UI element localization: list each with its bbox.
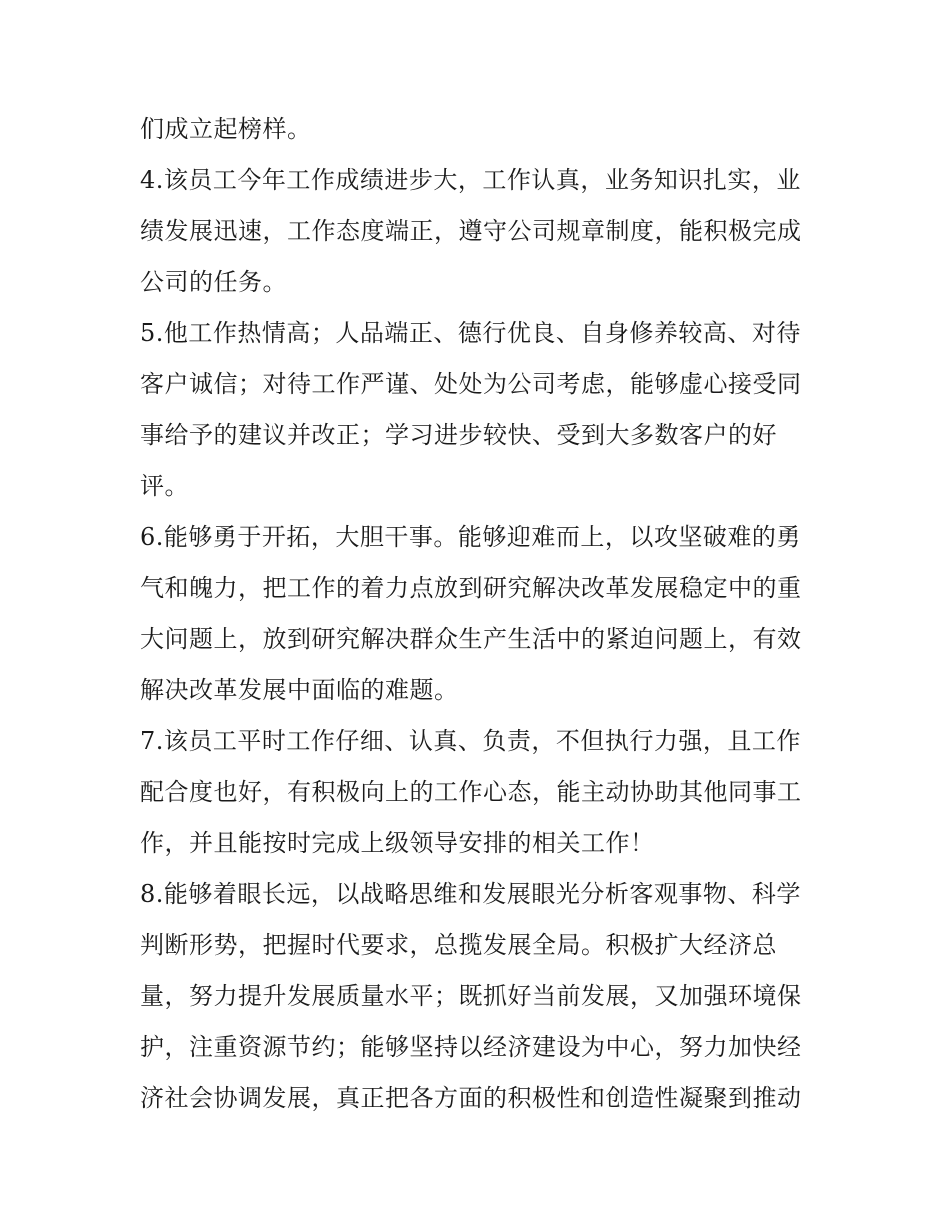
text-line: 配合度也好，有积极向上的工作心态，能主动协助其他同事工 [140, 778, 802, 806]
text-line: 评。 [140, 472, 189, 500]
text-line: 气和魄力，把工作的着力点放到研究解决改革发展稳定中的重 [140, 574, 802, 602]
text-line: 4.该员工今年工作成绩进步大，工作认真，业务知识扎实，业 [140, 166, 801, 194]
text-line: 6.能够勇于开拓，大胆干事。能够迎难而上，以攻坚破难的勇 [140, 523, 801, 551]
text-line: 判断形势，把握时代要求，总揽发展全局。积极扩大经济总 [140, 931, 777, 959]
text-line: 事给予的建议并改正；学习进步较快、受到大多数客户的好 [140, 421, 777, 449]
text-line: 济社会协调发展，真正把各方面的积极性和创造性凝聚到推动 [140, 1084, 802, 1112]
text-line: 客户诚信；对待工作严谨、处处为公司考虑，能够虚心接受同 [140, 370, 802, 398]
text-line: 解决改革发展中面临的难题。 [140, 676, 459, 704]
text-line: 大问题上，放到研究解决群众生产生活中的紧迫问题上，有效 [140, 625, 802, 653]
text-line: 护，注重资源节约；能够坚持以经济建设为中心，努力加快经 [140, 1033, 802, 1061]
text-line: 5.他工作热情高；人品端正、德行优良、自身修养较高、对待 [140, 319, 801, 347]
text-line: 7.该员工平时工作仔细、认真、负责，不但执行力强，且工作 [140, 727, 801, 755]
text-line: 公司的任务。 [140, 268, 287, 296]
text-line: 作，并且能按时完成上级领导安排的相关工作！ [140, 829, 655, 857]
text-line: 们成立起榜样。 [140, 115, 312, 143]
text-line: 绩发展迅速，工作态度端正，遵守公司规章制度，能积极完成 [140, 217, 802, 245]
document-body [140, 104, 812, 1124]
text-line: 8.能够着眼长远，以战略思维和发展眼光分析客观事物、科学 [140, 880, 801, 908]
text-line: 量，努力提升发展质量水平；既抓好当前发展，又加强环境保 [140, 982, 802, 1010]
